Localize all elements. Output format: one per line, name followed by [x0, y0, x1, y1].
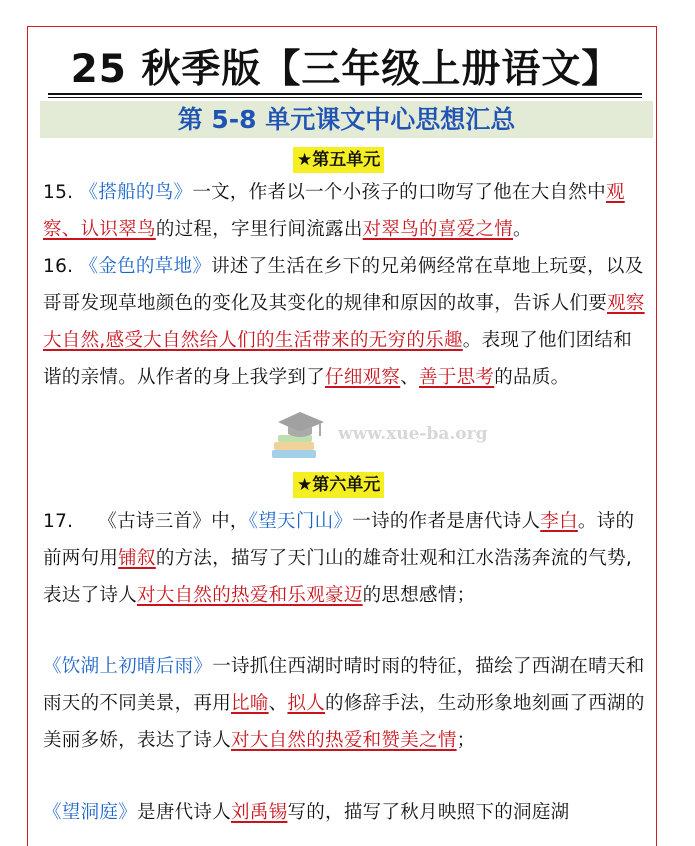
- text: 讲述了生活在乡下的兄弟俩经常在草地上玩耍，以及哥哥发现草地颜色的变化及其变化的规律和原因的故事，告诉人们要: [43, 256, 644, 314]
- key-point: 比喻: [231, 693, 269, 714]
- text: 写的，描写了秋月映照下的洞庭湖: [287, 802, 570, 823]
- key-point: 拟人: [287, 693, 326, 714]
- key-point: 刘禹锡: [231, 802, 288, 823]
- watermark: [270, 408, 510, 464]
- text: 的品质。: [494, 367, 570, 388]
- text: 、: [268, 693, 288, 714]
- section-heading-unit-5: ★第五单元: [293, 147, 384, 173]
- watermark-text: www.xue-ba.org: [338, 424, 488, 444]
- key-point: 李白: [540, 511, 578, 532]
- text: 的思想感情；: [362, 585, 476, 606]
- text: 的方法，描写了天门山的雄奇壮观和江水浩荡奔流的气势,表达了诗人: [43, 548, 632, 606]
- text: ；: [456, 730, 476, 751]
- graduation-cap-books-icon: [270, 408, 334, 464]
- key-point: 仔细观察: [325, 367, 401, 388]
- page-title: 25 秋季版【三年级上册语文】: [70, 47, 622, 92]
- item-number: 17. 《古诗三首》中，: [43, 511, 249, 532]
- item-number: 15.: [43, 182, 80, 203]
- text: 、: [400, 367, 420, 388]
- key-point: 观察大自然,感受大自然给人们的生活带来的无穷的乐趣: [43, 293, 645, 351]
- title-underline-thick: [48, 93, 642, 95]
- text: 是唐代诗人: [137, 802, 232, 823]
- text: 一文，作者以一个小孩子的口吻写了他在大自然中: [192, 182, 606, 203]
- poem-title: 《望天门山》: [248, 511, 353, 532]
- paragraph-16: [43, 248, 649, 396]
- text: 的过程，字里行间流露出: [155, 219, 363, 240]
- poem-title: 《饮湖上初晴后雨》: [43, 656, 213, 677]
- text: 。诗的前两句用: [43, 511, 635, 569]
- title-underline-thin: [48, 97, 642, 98]
- subtitle-banner: 第 5-8 单元课文中心思想汇总: [40, 101, 653, 138]
- lesson-title: 《搭船的鸟》: [79, 182, 193, 203]
- key-point: 铺叙: [118, 548, 156, 569]
- paragraph-dongting: [43, 794, 649, 831]
- paragraph-yinhu: [43, 648, 649, 759]
- lesson-title: 《金色的草地》: [79, 256, 212, 277]
- text: 一诗抓住西湖时晴时雨的特征，描绘了西湖在晴天和雨天的不同美景，再用: [43, 656, 645, 714]
- key-point: 对大自然的热爱和乐观豪迈: [137, 585, 363, 606]
- key-point: 观察、认识翠鸟: [43, 182, 625, 240]
- key-point: 对大自然的热爱和赞美之情: [231, 730, 457, 751]
- section-heading-unit-6: ★第六单元: [293, 472, 384, 498]
- item-number: 16.: [43, 256, 80, 277]
- poem-title: 《望洞庭》: [43, 802, 138, 823]
- paragraph-17: [43, 503, 649, 614]
- text: 。表现了他们团结和谐的亲情。从作者的身上我学到了: [43, 330, 632, 388]
- text: 。: [513, 219, 532, 240]
- text: 的修辞手法，生动形象地刻画了西湖的美丽多娇，表达了诗人: [43, 693, 645, 751]
- paragraph-15: [43, 174, 649, 248]
- key-point: 对翠鸟的喜爱之情: [362, 219, 514, 240]
- text: 一诗的作者是唐代诗人: [352, 511, 541, 532]
- key-point: 善于思考: [419, 367, 495, 388]
